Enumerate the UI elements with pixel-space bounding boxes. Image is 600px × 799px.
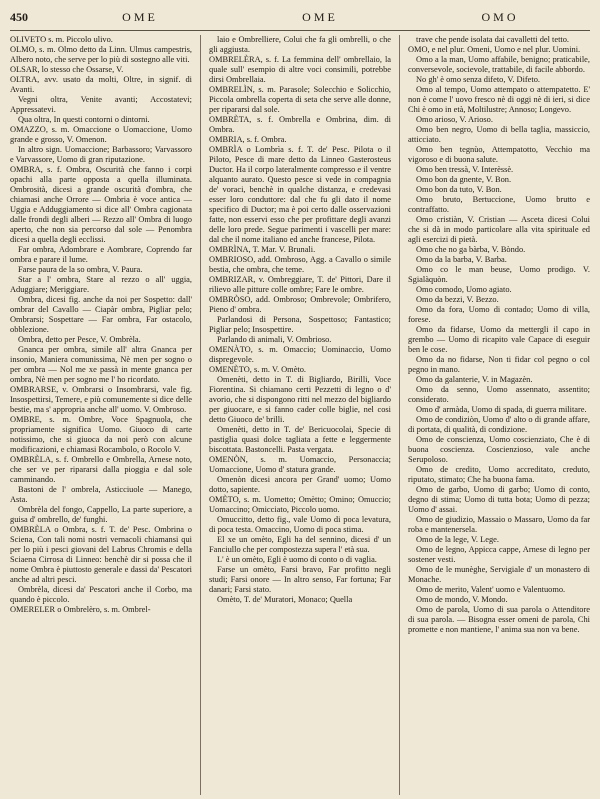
dictionary-entry: OMO, e nel plur. Omeni, Uomo e nel plur. Uomini.	[408, 45, 581, 54]
dictionary-entry: Omo da no fidarse, Non ti fidar col pegno o col pegno in mano.	[408, 355, 590, 374]
dictionary-entry: OLMO, s. m. Olmo detto da Linn. Ulmus campestris, Albero noto, che serve per lo più di sostegno alle viti.	[10, 45, 192, 64]
dictionary-entry: In altro sign. Uomaccione; Barbassoro; Varvassoro e Varvassore, Uomo di gran riputazione.	[10, 145, 192, 164]
dictionary-entry: Farse paura de la so ombra, V. Paura.	[18, 265, 143, 274]
dictionary-entry: Omo da galanterie, V. in Magazèn.	[416, 375, 533, 384]
dictionary-entry: OMENÈTO, s. m. V. Omèto.	[209, 365, 307, 374]
dictionary-entry: Omo bon da gnente, V. Bon.	[416, 175, 512, 184]
dictionary-entry: Far ombra, Adombrare e Aombrare, Coprendo far ombra e parare il lume.	[10, 245, 192, 264]
dictionary-entry: Omo da la barba, V. Barba.	[416, 255, 507, 264]
dictionary-entry: Omo de parola, Uomo di sua parola o Attenditore di sua parola. — Bisogna esser omeni de parola, Chi promette e non mantiene, l' anima sua non va bene.	[408, 605, 590, 634]
dictionary-entry: Omo da senno, Uomo assennato, assentito; considerato.	[408, 385, 590, 404]
dictionary-entry: Parlandosi di Persona, Sospettoso; Fantastico; Pigliar pelo; Insospettire.	[209, 315, 391, 334]
dictionary-entry: OMAZZO, s. m. Omaccione o Uomaccione, Uomo grande e grosso, V. Omenon.	[10, 125, 192, 144]
dictionary-entry: OMBRÌA o Lombrìa s. f. T. de' Pesc. Pilota o il Piloto, Pesce di mare detto da Linneo Gasterosteus Ductor. Ha il corpo lateralmente compresso e il ventre alquanto aurato. Questo pesce si vede in compagnia de' voraci, benchè in qualche distanza, e credevasi esser loro conduttore: dal che fu gli dato il nome specifico di Ductor; ma è poi certo dalle osservazioni fatte, non esservi esso che per profittare degli avanzi delle loro prede. Segue parimenti i vascelli per mare: dal che il nome italiano ed anche francese, Pilota.	[209, 145, 391, 244]
dictionary-entry: OMÈTO, s. m. Uometto; Omètto; Omino; Omuccio; Uomaccino; Omicciato, Piccolo uomo.	[209, 495, 391, 514]
dictionary-entry: OMBRELÌN, s. m. Parasole; Solecchio e Solicchio, Piccola ombrella coperta di seta che serve alle donne, per ripararsi dal sole.	[209, 85, 391, 114]
dictionary-entry: OMBRÒSO, add. Ombroso; Ombrevole; Ombrifero, Pieno d' ombra.	[209, 295, 391, 314]
dictionary-entry: Omo arioso, V. Arioso.	[416, 115, 493, 124]
dictionary-entry: OMBRÈLA o Ombra, s. f. T. de' Pesc. Ombrina o Sciena, Con tali nomi nostri vernacoli chiamansi qui per lo più i pesci giovani del Labrus Chromis e della Sciaena Cirrosa di Linneo: benchè dir si possa che il nome Ombra è piuttosto generale e dassi da' Pescatori anche ad altri pesci.	[10, 525, 192, 584]
dictionary-entry: Omo de condiziòn, Uomo d' alto o di grande affare, di portata, di qualità, di condizione.	[408, 415, 590, 434]
dictionary-entry: Omenòn dicesi ancora per Grand' uomo; Uomo dotto, sapiente.	[209, 475, 391, 494]
dictionary-entry: Omo da bezzi, V. Bezzo.	[416, 295, 499, 304]
dictionary-entry: Omo cristiàn, V. Cristian — Asceta dicesi Colui che si dà in modo particolare alla vita spirituale ed agli esercizi di pietà.	[408, 215, 590, 244]
dictionary-entry: Omo bruto, Bertuccione, Uomo brutto e contraffatto.	[408, 195, 590, 214]
dictionary-entry: L' è un omèto, Egli è uomo di conto o di vaglia.	[217, 555, 377, 564]
dictionary-entry: El xe un omèto, Egli ha del sennino, dicesi d' un Fanciullo che per compostezza supera l' età sua.	[209, 535, 391, 554]
dictionary-entry: Omo de giudizio, Massaio o Massaro, Uomo da far roba e mantenersela.	[408, 515, 590, 534]
dictionary-entry: OMERELER o Ombrelèro, s. m. Ombrel-	[10, 605, 151, 614]
dictionary-entry: Omo da fora, Uomo di contado; Uomo di villa, forese.	[408, 305, 590, 324]
dictionary-entry: OMBRIOSO, add. Ombroso, Agg. a Cavallo o simile bestia, che ombra, che teme.	[209, 255, 391, 274]
dictionary-entry: OLIVETO s. m. Piccolo ulivo.	[10, 35, 113, 44]
dictionary-entry: Ombra, detto per Pesce, V. Ombrèla.	[18, 335, 141, 344]
running-header	[10, 10, 590, 31]
dictionary-entry: Omo de garbo, Uomo di garbo; Uomo di conto, degno di stima; Uomo di tutta bota; Uomo di pezza; Uomo d' assai.	[408, 485, 590, 514]
column-divider	[200, 35, 201, 795]
header-left-word: OME	[122, 10, 158, 24]
dictionary-entry: Farse un omèto, Farsi bravo, Far profitto negli studi; Farsi onore — In altro senso, Far fortuna; Far danari; Farsi stato.	[209, 565, 391, 594]
dictionary-entry: Omo comodo, Uomo agiato.	[416, 285, 512, 294]
dictionary-entry: Omo bon da tuto, V. Bon.	[416, 185, 502, 194]
dictionary-entry: OMBRELÈRA, s. f. La femmina dell' ombrellaio, la quale sull' esempio di altre voci consimili, potrebbe dirsi Ombrellaia.	[209, 55, 391, 84]
dictionary-entry: Omo che no ga bàrba, V. Bòndo.	[416, 245, 526, 254]
header-center-word: OME	[302, 10, 338, 24]
dictionary-entry: Omo de mondo, V. Mondo.	[416, 595, 508, 604]
dictionary-entry: OMBRÈTA, s. f. Ombrella e Ombrina, dim. di Ombra.	[209, 115, 391, 134]
dictionary-entry: Vegni oltra, Venite avanti; Accostatevi; Appressatevi.	[10, 95, 192, 114]
dictionary-entry: OMBRE, s. m. Ombre, Voce Spagnuola, che propriamente significa Uomo. Giuoco di carte notissimo, che si giuoca da noi però con alcune modificazioni, e chiamasi Rocambolo, o Rocolo V.	[10, 415, 192, 454]
dictionary-entry: laio e Ombrelliere, Colui che fa gli ombrelli, o che gli aggiusta.	[209, 35, 391, 54]
dictionary-entry: trave che pende isolata dai cavalletti del tetto.	[416, 35, 570, 44]
dictionary-entry: OMBRA, s. f. Ombra, Oscurità che fanno i corpi opachi alla parte opposta a quella illuminata. Ombrosità, dicesi a grande oscurità d'ombra, che chiamasi anche Orrore — Ombria è voce antica — Uggia e Adduggiamento si dice all' Ombra cagionata dalle frondi degli alberi — Rezzo all' Ombra di luogo aperto, che non sia percorso dal sole — Penombra dicesi a quella degli ecclissi.	[10, 165, 192, 244]
dictionary-entry: Omo de legno, Appicca cappe, Arnese di legno per sostener vesti.	[408, 545, 590, 564]
dictionary-entry: OLSAR, lo stesso che Ossarse, V.	[10, 65, 124, 74]
dictionary-entry: Omo da fidarse, Uomo da mettergli il capo in grembo — Uomo di ricapito vale Capace di eseguir ben le cose.	[408, 325, 590, 354]
dictionary-entry: No gh' è omo senza difeto, V. Difeto.	[416, 75, 541, 84]
dictionary-entry: OLTRA, avv. usato da molti, Oltre, in signif. di Avanti.	[10, 75, 192, 94]
header-right-word: OMO	[481, 10, 519, 24]
dictionary-entry: Omo ben tegnùo, Attempatotto, Vecchio ma vigoroso e di buona salute.	[408, 145, 590, 164]
dictionary-entry: OMBRIZAR, v. Ombreggiare, T. de' Pittori, Dare il rilievo alle pitture colle ombre; Fare le ombre.	[209, 275, 391, 294]
dictionary-entry: Omuccitto, detto fig., vale Uomo di poca levatura, di poca testa. Omaccino, Uomo di poca stima.	[209, 515, 391, 534]
dictionary-entry: Omo co le man beuse, Uomo prodigo. V. Sgialàquòn.	[408, 265, 590, 284]
column-left	[10, 35, 192, 795]
dictionary-entry: Omo ben tressà, V. Interèssè.	[416, 165, 514, 174]
dictionary-entry: Omo de credito, Uomo accreditato, creduto, riputato, stimato; Che ha buona fama.	[408, 465, 590, 484]
dictionary-entry: Ombra, dicesi fig. anche da noi per Sospetto: dall' ombrar del Cavallo — Ciapàr ombra, Pigliar pelo; Ombrarsi; Sospettare — Far ombra, Far ostacolo, obblezione.	[10, 295, 192, 334]
dictionary-entry: Omo d' armàda, Uomo di spada, di guerra militare.	[416, 405, 587, 414]
dictionary-entry: OMENÒN, s. m. Uomaccio, Personaccia; Uomaccione, Uomo d' statura grande.	[209, 455, 391, 474]
column-divider	[399, 35, 400, 795]
dictionary-entry: Omo al tempo, Uomo attempato o attempatetto. E' non è come l' uovo fresco nè di oggi nè di ieri, si dice Chi è omo in età, Moltilustre; Annoso; Longevo.	[408, 85, 590, 114]
dictionary-entry: OMBRÈLA, s. f. Ombrello e Ombrella, Arnese noto, che ser ve per ripararsi dalla pioggia e dal sole camminando.	[10, 455, 192, 484]
dictionary-entry: Omo de conscienza, Uomo coscienziato, Che è di buona coscienza. Coscienzioso, vale anche Serupoloso.	[408, 435, 590, 464]
dictionary-entry: OMBRÌNA, T. Mar. V. Brunali.	[209, 245, 316, 254]
column-right	[408, 35, 590, 795]
dictionary-entry: Omenèti, detto in T. de' Bericuocolai, Specie di pastiglia quasi dolce tagliata a fette e leggermente biscottata. Bastoncelli. Pasta vergata.	[209, 425, 391, 454]
dictionary-entry: Qua oltra, In questi contorni o dintorni.	[18, 115, 150, 124]
dictionary-entry: Bastoni de l' ombrela, Asticciuole — Manego, Asta.	[10, 485, 192, 504]
column-middle	[209, 35, 391, 795]
dictionary-entry: Omo de merito, Valent' uomo e Valentuomo.	[416, 585, 566, 594]
dictionary-entry: Ombrèla del fongo, Cappello, La parte superiore, a guisa d' ombrello, de' funghi.	[10, 505, 192, 524]
dictionary-entry: Omenèti, detto in T. di Bigliardo, Birilli, Voce Fiorentina. Si chiamano certi Pezzetti di legno o d' avorio, che si dispongono ritti nel mezzo del bigliardo per giuocare, e si fanno cader colle biglie, nel cosi detto Giuoco de' brilli.	[209, 375, 391, 424]
dictionary-entry: Omo de le munèghe, Servigiale d' un monastero di Monache.	[408, 565, 590, 584]
dictionary-entry: Gnanca per ombra, simile all' altra Gnanca per insonio, Maniera comunissima, Nè men per sogno o per ombra — Nol me xe passà in mente gnanca per ombra, Nè men per sogno me l' ho ricordato.	[10, 345, 192, 384]
dictionary-entry: OMBRIA, s. f. Ombra.	[209, 135, 287, 144]
dictionary-entry: Ombrèla, dicesi da' Pescatori anche il Corbo, ma quando è piccolo.	[10, 585, 192, 604]
dictionary-entry: Omo de la lege, V. Lege.	[416, 535, 499, 544]
dictionary-entry: OMBRARSE, v. Ombrarsi o Insombrarsi, vale fig. Insospettirsi, Temere, e più comunemente si dice delle bestie, ma s' appropria anche all' uomo. V. Ombroso.	[10, 385, 192, 414]
dictionary-entry: Omo a la man, Uomo affabile, benigno; praticabile, conversevole, socievole, trattabile, di facile abbordo.	[408, 55, 590, 74]
text-columns	[10, 35, 590, 795]
dictionary-entry: Star a l' ombra, Stare al rezzo o all' uggia, Aduggiare; Meriggiare.	[10, 275, 192, 294]
dictionary-entry: Omèto, T. de' Muratori, Monaco; Quella	[217, 595, 353, 604]
dictionary-entry: OMENÀTO, s. m. Omaccio; Uominaccio, Uomo dispregevole.	[209, 345, 391, 364]
page-number: 450	[10, 10, 28, 24]
dictionary-entry: Parlando di animali, V. Ombrioso.	[217, 335, 332, 344]
dictionary-entry: Omo ben negro, Uomo di bella taglia, massiccio, atticciato.	[408, 125, 590, 144]
